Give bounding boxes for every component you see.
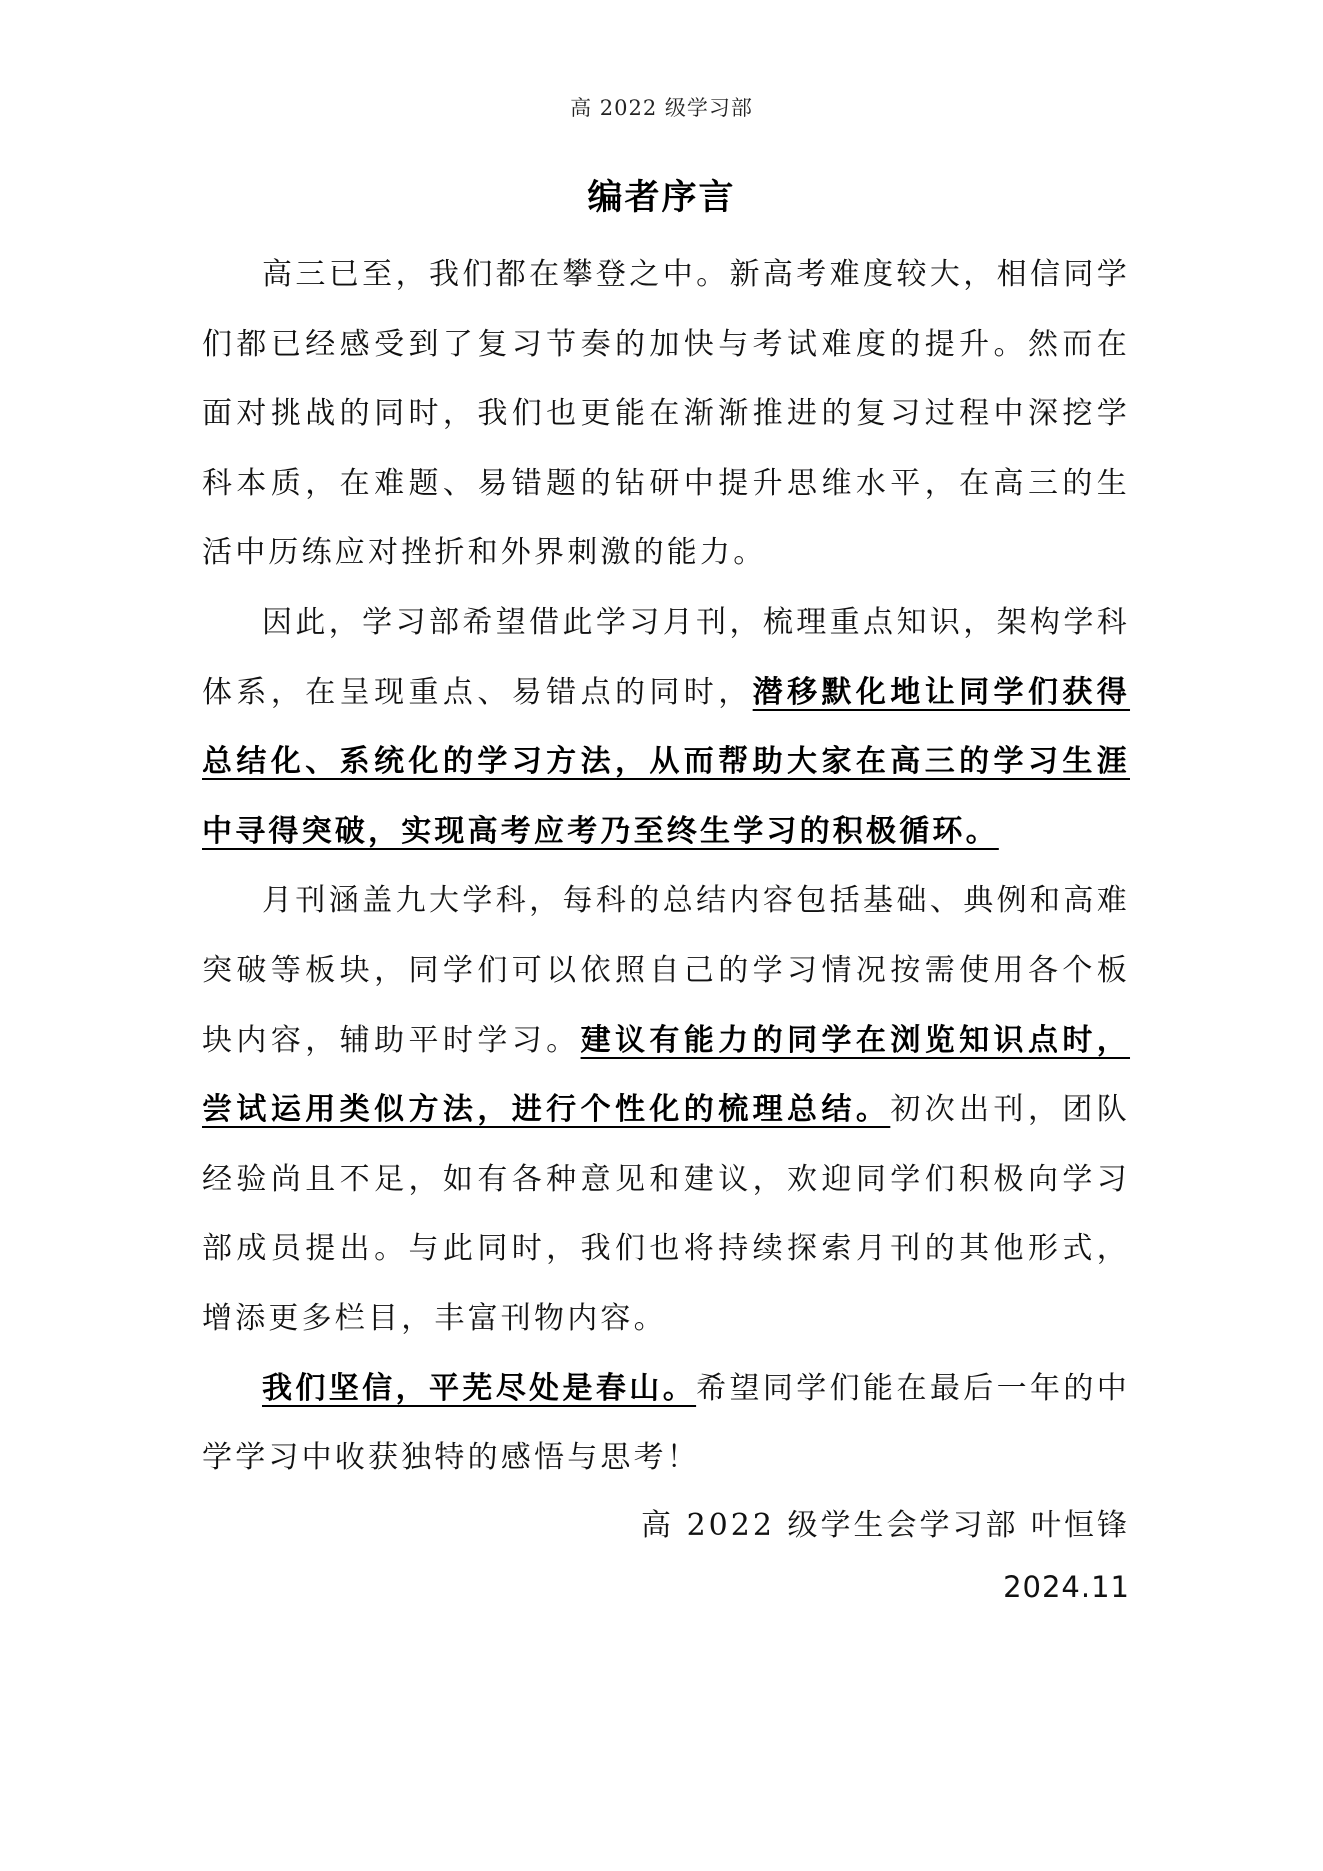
paragraph-4-text: 希望同学们能在最后一年的中学学习中收获独特的感悟与思考！ [202,1370,1130,1476]
paragraph-4 [202,1354,1130,1493]
paragraph-2 [202,588,1130,866]
preface-body [202,240,1130,1493]
paragraph-2-text: 因此，学习部希望借此学习月刊，梳理重点知识，架构学科体系，在呈现重点、易错点的同时， [202,604,1130,710]
paragraph-2-emphasis: 潜移默化地让同学们获得总结化、系统化的学习方法，从而帮助大家在高三的学习生涯中寻得突破，实现高考应考乃至终生学习的积极循环。 [202,674,1131,849]
paragraph-3-emphasis: 建议有能力的同学在浏览知识点时，尝试运用类似方法，进行个性化的梳理总结。 [202,1022,1131,1128]
paragraph-1: 高三已至，我们都在攀登之中。新高考难度较大，相信同学们都已经感受到了复习节奏的加快与考试难度的提升。然而在面对挑战的同时，我们也更能在渐渐推进的复习过程中深挖学科本质，在难题、易错题的钻研中提升思维水平，在高三的生活中历练应对挫折和外界刺激的能力。 [202,257,1130,571]
signature-date: 2024.11 [1003,1570,1130,1604]
page-title: 编者序言 [587,178,736,218]
paragraph-4-emphasis: 我们坚信，平芜尽处是春山。 [262,1370,697,1406]
paragraph-3 [202,866,1130,1353]
signature-author: 高 2022 级学生会学习部 叶恒锋 [641,1508,1130,1543]
page-header: 高 2022 级学习部 [570,96,753,120]
paragraph-3-text-b: 初次出刊，团队经验尚且不足，如有各种意见和建议，欢迎同学们积极向学习部成员提出。与此同时，我们也将持续探索月刊的其他形式，增添更多栏目，丰富刊物内容。 [202,1092,1131,1336]
paragraph-3-text-a: 月刊涵盖九大学科，每科的总结内容包括基础、典例和高难突破等板块，同学们可以依照自己的学习情况按需使用各个板块内容，辅助平时学习。 [202,883,1130,1058]
